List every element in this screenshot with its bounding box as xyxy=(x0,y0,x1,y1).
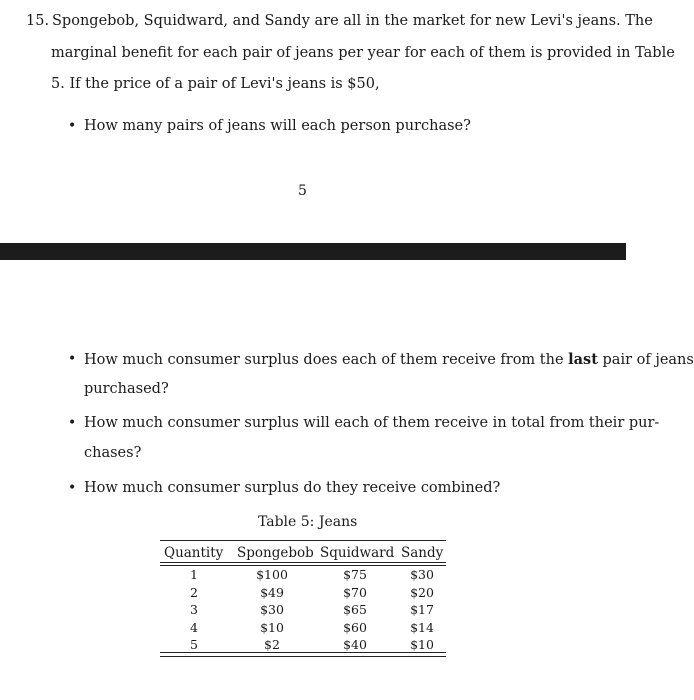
table-cell: $65 xyxy=(343,602,367,617)
header-quantity: Quantity xyxy=(164,545,224,561)
table-cell: $70 xyxy=(343,584,367,600)
answer-value: 5 xyxy=(298,183,307,199)
header-sandy: Sandy xyxy=(401,545,444,561)
question-text-line-2: marginal benefit for each pair of jeans per year for each of them is provided in Table xyxy=(51,45,675,61)
table-cell: $40 xyxy=(343,637,367,652)
table-cell: $49 xyxy=(260,584,284,600)
bullet-text-part: pair of jeans xyxy=(597,352,694,368)
table-bottom-rule-1 xyxy=(160,652,446,653)
table-cell: 5 xyxy=(190,637,198,652)
bullet-text-bold: last xyxy=(568,351,598,368)
bullet-question-total: How much consumer surplus will each of them receive in total from their pur- xyxy=(84,415,660,431)
table-cell: $10 xyxy=(260,619,284,635)
table-bottom-rule-2 xyxy=(160,656,446,657)
table-cell: $30 xyxy=(260,602,284,617)
table-cell: $2 xyxy=(264,637,280,652)
table-cell: $60 xyxy=(343,619,367,635)
redaction-bar xyxy=(0,243,626,260)
bullet-question-last-pair xyxy=(84,351,694,368)
table-cell: $10 xyxy=(410,637,434,652)
question-number: 15. xyxy=(26,13,50,29)
table-caption: Table 5: Jeans xyxy=(258,514,358,530)
table-cell: 4 xyxy=(190,619,198,635)
bullet-question-total-line-2: chases? xyxy=(84,445,142,461)
table-cell: 2 xyxy=(190,584,198,600)
bullet-icon: • xyxy=(68,118,77,134)
table-cell: $30 xyxy=(410,567,434,582)
question-text-line-1: Spongebob, Squidward, and Sandy are all in the market for new Levi's jeans. The xyxy=(52,13,653,29)
table-cell: 3 xyxy=(190,602,198,617)
table-header-rule-2 xyxy=(160,565,446,566)
table-cell: $17 xyxy=(410,602,434,617)
question-text-line-3: 5. If the price of a pair of Levi's jeans is $50, xyxy=(51,76,380,92)
header-squidward: Squidward xyxy=(320,545,395,561)
table-cell: $75 xyxy=(343,567,367,582)
bullet-icon: • xyxy=(68,480,77,496)
table-top-rule xyxy=(160,540,446,541)
bullet-question-last-pair-line-2: purchased? xyxy=(84,381,169,397)
header-spongebob: Spongebob xyxy=(237,545,314,561)
table-cell: $20 xyxy=(410,584,434,600)
bullet-question-combined: How much consumer surplus do they receive combined? xyxy=(84,480,501,496)
table-header-rule-1 xyxy=(160,562,446,563)
table-cell: $100 xyxy=(256,567,288,582)
table-cell: 1 xyxy=(190,567,198,582)
bullet-text-part: How much consumer surplus does each of them receive from the xyxy=(84,352,569,368)
bullet-question-pairs: How many pairs of jeans will each person purchase? xyxy=(84,118,471,134)
bullet-icon: • xyxy=(68,351,77,367)
bullet-icon: • xyxy=(68,415,77,431)
table-cell: $14 xyxy=(410,619,434,635)
